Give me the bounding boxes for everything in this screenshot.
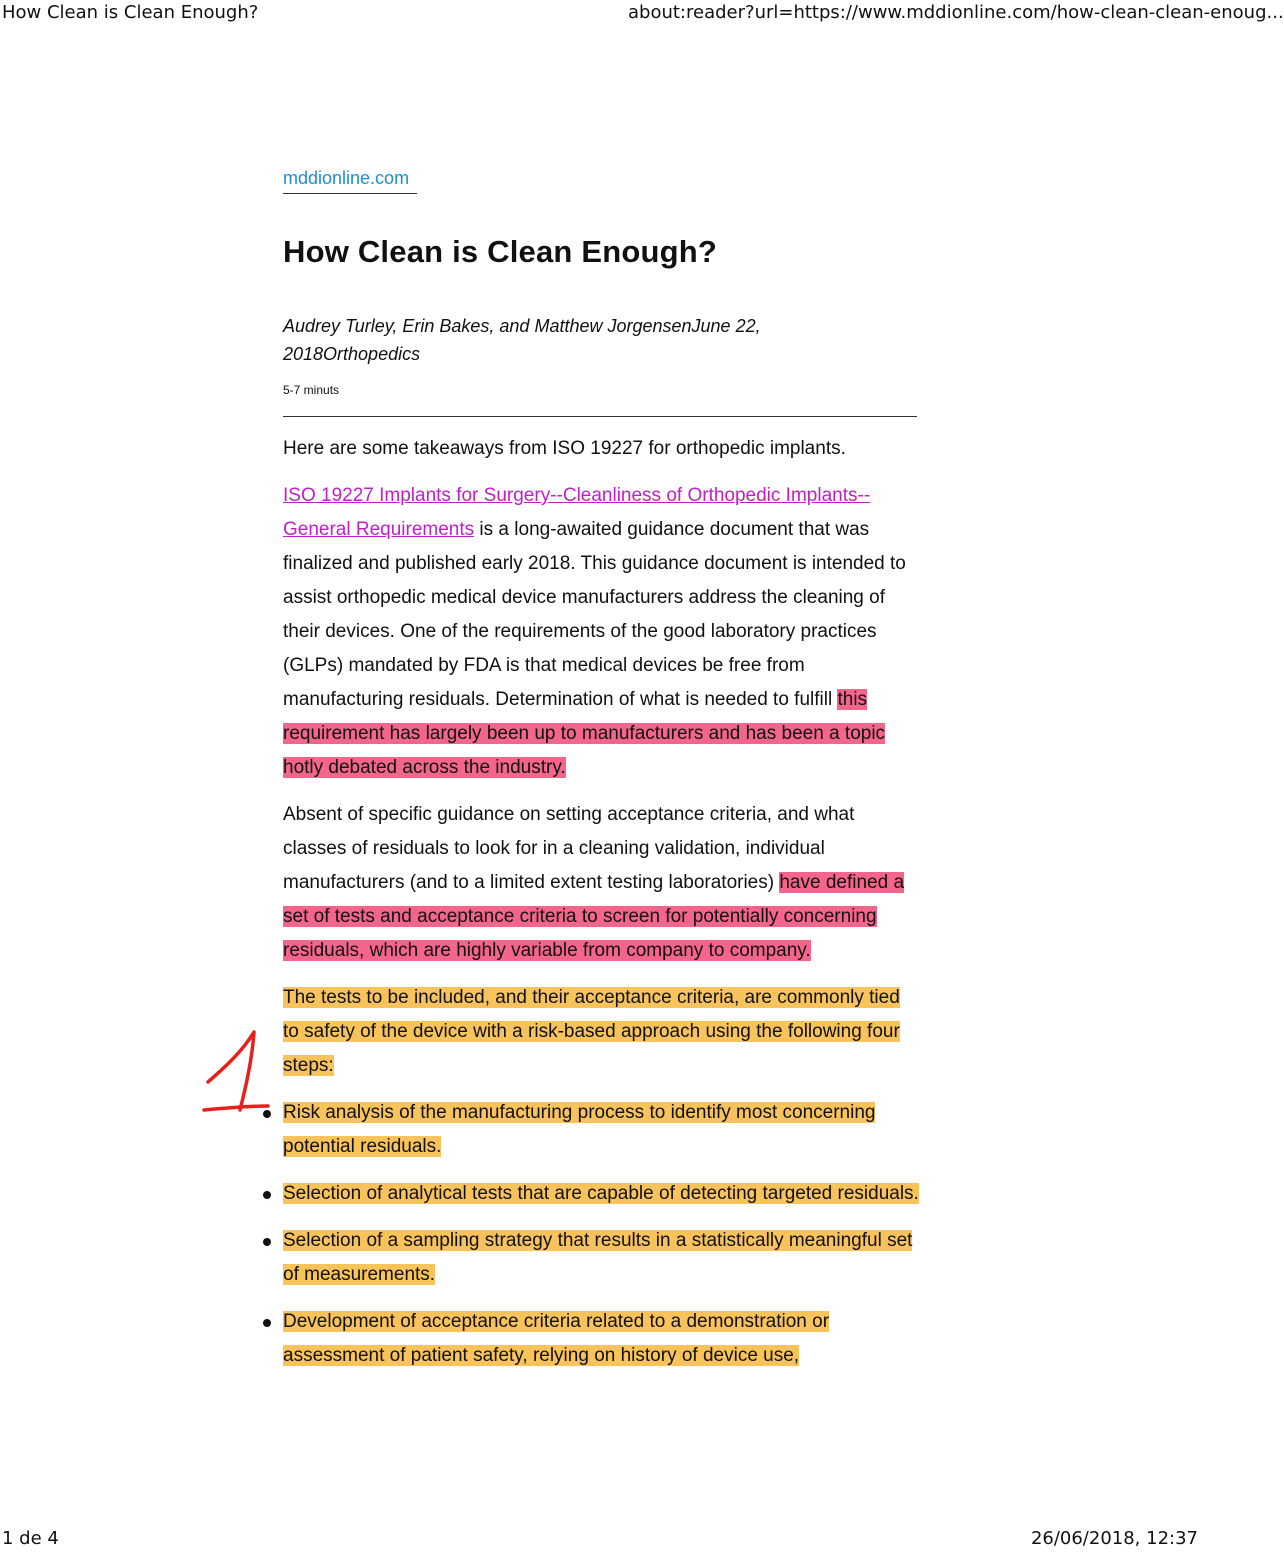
print-url: about:reader?url=https://www.mddionline.com/how-clean-clean-enoug... [628, 2, 1284, 23]
bullet-icon [263, 1191, 271, 1199]
page-count: 1 de 4 [2, 1528, 59, 1549]
list-item [283, 1305, 919, 1373]
intro-paragraph: Here are some takeaways from ISO 19227 for orthopedic implants. [283, 438, 846, 459]
header-divider [283, 416, 917, 417]
step-text: Selection of analytical tests that are capable of detecting targeted residuals. [283, 1183, 919, 1204]
article-title: How Clean is Clean Enough? [283, 234, 718, 269]
article-content [283, 432, 919, 1373]
steps-list [283, 1096, 919, 1373]
paragraph-1-text: is a long-awaited guidance document that was finalized and published early 2018. This guidance document is intended to assist orthopedic medical device manufacturers address the cleaning of their devices. One of the requirements of the good laboratory practices (GLPs) mandated by FDA is that medical devices be free from manufacturing residuals. Determination of what is needed to fulfill [283, 519, 906, 710]
bullet-icon [263, 1110, 271, 1118]
paragraph-2 [283, 798, 919, 968]
paragraph-1 [283, 479, 919, 785]
bullet-icon [263, 1319, 271, 1327]
paragraph-2-text: Absent of specific guidance on setting acceptance criteria, and what classes of residuals to look for in a cleaning validation, individual manufacturers (and to a limited extent testing laboratories) [283, 804, 855, 893]
handwritten-number-one-icon [196, 1020, 276, 1120]
iso-19227-link[interactable]: ISO 19227 Implants for Surgery--Cleanliness of Orthopedic Implants--General Requirements [283, 485, 871, 540]
list-item [283, 1096, 919, 1164]
reading-time: 5-7 minuts [283, 383, 340, 397]
step-text: Risk analysis of the manufacturing process to identify most concerning potential residuals. [283, 1102, 876, 1157]
step-text: Selection of a sampling strategy that results in a statistically meaningful set of measurements. [283, 1230, 913, 1285]
print-header [0, 2, 1284, 28]
source-domain-link[interactable]: mddionline.com [283, 168, 417, 194]
list-item [283, 1224, 919, 1292]
list-item [283, 1177, 919, 1211]
print-timestamp: 26/06/2018, 12:37 [1030, 1528, 1198, 1549]
credits-line-2: 2018Orthopedics [283, 344, 421, 364]
article [283, 168, 919, 1386]
step-text: Development of acceptance criteria related to a demonstration or assessment of patient safety, relying on history of device use, [283, 1311, 830, 1366]
paragraph-3 [283, 981, 919, 1083]
print-page-title: How Clean is Clean Enough? [2, 2, 259, 23]
print-footer [0, 1528, 1200, 1552]
orange-highlight-3: The tests to be included, and their acceptance criteria, are commonly tied to safety of the device with a risk-based approach using the following four steps: [283, 987, 900, 1076]
pink-highlight-2: have defined a set of tests and acceptance criteria to screen for potentially concerning residuals, which are highly variable from company to company. [283, 872, 905, 961]
pink-highlight-1: this requirement has largely been up to manufacturers and has been a topic hotly debated across the industry. [283, 689, 886, 778]
credits-line-1: Audrey Turley, Erin Bakes, and Matthew JorgensenJune 22, [283, 316, 761, 336]
bullet-icon [263, 1238, 271, 1246]
article-credits [283, 312, 803, 368]
